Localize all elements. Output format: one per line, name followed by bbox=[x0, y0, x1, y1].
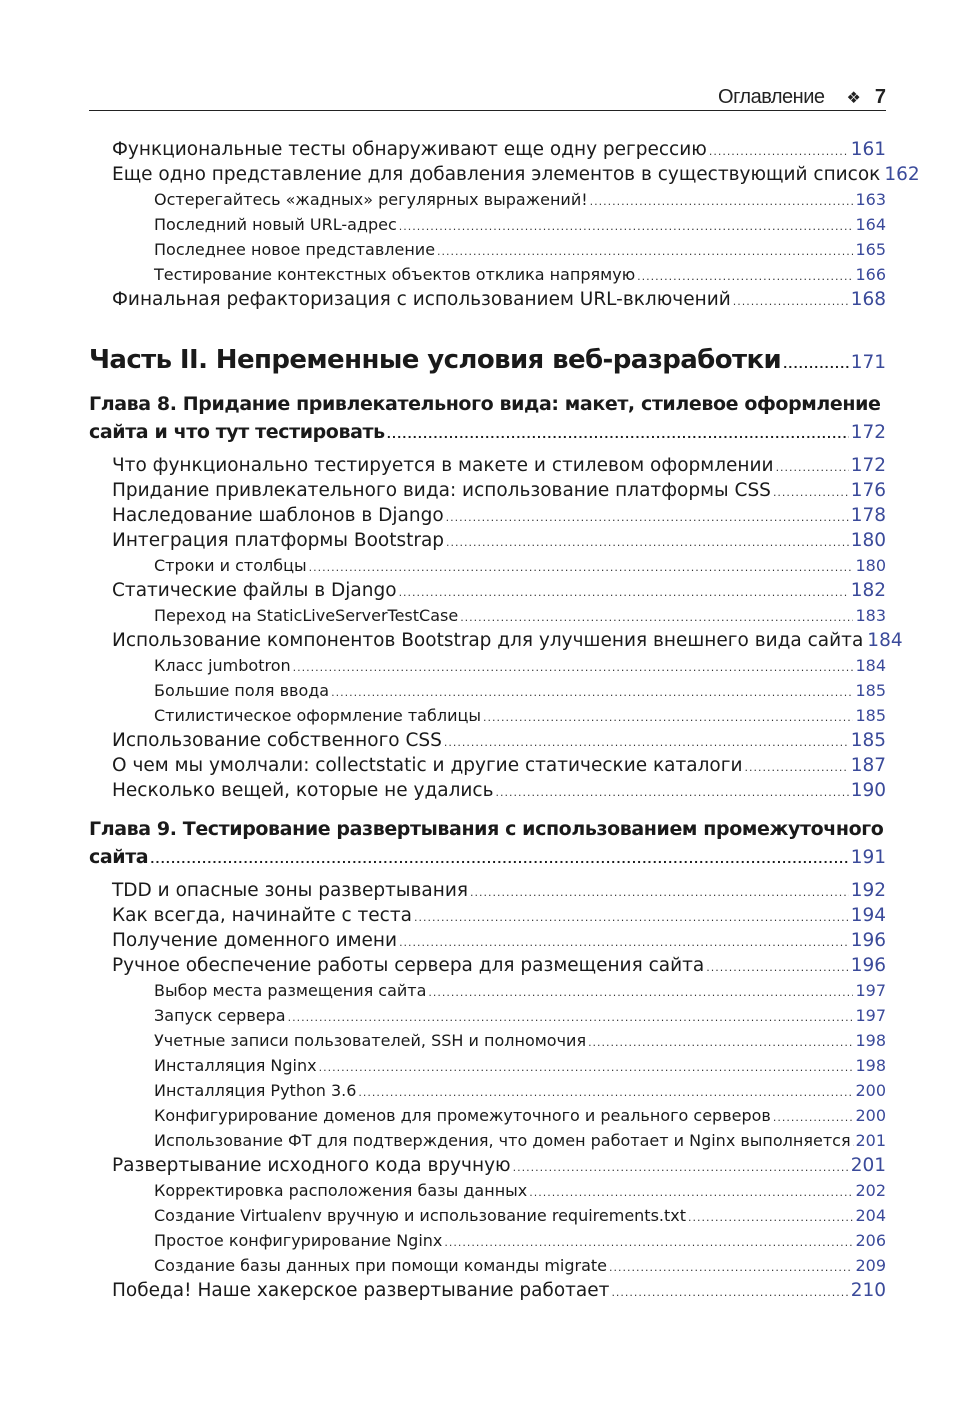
toc-entry-page: 198 bbox=[855, 1056, 886, 1075]
toc-entry-page: 180 bbox=[850, 530, 886, 551]
toc-entry-page: 183 bbox=[855, 606, 886, 625]
leader-dots bbox=[609, 1255, 853, 1280]
toc-entry[interactable] bbox=[89, 1128, 886, 1153]
toc-entry-title: Использование компонентов Bootstrap для улучшения внешнего вида сайта bbox=[112, 630, 864, 651]
leader-dots bbox=[309, 555, 854, 580]
toc-entry[interactable] bbox=[89, 928, 886, 953]
leader-dots bbox=[446, 530, 849, 555]
toc-entry[interactable] bbox=[89, 212, 886, 237]
toc-entry-title: Как всегда, начинайте с теста bbox=[112, 905, 412, 926]
toc-entry-title: Конфигурирование доменов для промежуточного и реального серверов bbox=[154, 1106, 771, 1125]
toc-entry[interactable] bbox=[89, 1228, 886, 1253]
toc-entry-title: Переход на StaticLiveServerTestCase bbox=[154, 606, 459, 625]
leader-dots bbox=[773, 1105, 854, 1130]
toc-entry-title: Простое конфигурирование Nginx bbox=[154, 1231, 443, 1250]
part-heading[interactable] bbox=[89, 340, 886, 380]
toc-entry-page: 161 bbox=[850, 139, 886, 160]
leader-dots bbox=[446, 505, 849, 530]
toc-entry[interactable] bbox=[89, 478, 886, 503]
toc-entry[interactable] bbox=[89, 678, 886, 703]
leader-dots bbox=[444, 1230, 853, 1255]
toc-entry[interactable] bbox=[89, 903, 886, 928]
leader-dots bbox=[637, 264, 853, 289]
toc-entry[interactable] bbox=[89, 137, 886, 162]
leader-dots bbox=[331, 680, 853, 705]
toc-entry-page: 163 bbox=[855, 190, 886, 209]
toc-entry-page: 185 bbox=[855, 681, 886, 700]
toc-entry-page: 197 bbox=[855, 1006, 886, 1025]
toc-entry-title: Последний новый URL-адрес bbox=[154, 215, 397, 234]
toc-entry[interactable] bbox=[89, 1078, 886, 1103]
leader-dots bbox=[387, 421, 849, 449]
toc-entry-title: Строки и столбцы bbox=[154, 556, 307, 575]
leader-dots bbox=[513, 1155, 849, 1180]
toc-entry[interactable] bbox=[89, 1028, 886, 1053]
leader-dots bbox=[444, 730, 849, 755]
toc-entry-page: 200 bbox=[855, 1106, 886, 1125]
table-of-contents bbox=[89, 137, 920, 1303]
toc-entry[interactable] bbox=[89, 187, 886, 212]
part-page: 171 bbox=[850, 352, 886, 373]
leader-dots bbox=[399, 580, 849, 605]
toc-entry[interactable] bbox=[89, 503, 886, 528]
toc-entry[interactable] bbox=[89, 778, 886, 803]
leader-dots bbox=[776, 455, 849, 480]
header-page-number: 7 bbox=[874, 85, 886, 108]
leader-dots bbox=[733, 289, 849, 314]
toc-entry-title: Стилистическое оформление таблицы bbox=[154, 706, 481, 725]
leader-dots bbox=[496, 780, 849, 805]
toc-entry[interactable] bbox=[89, 728, 886, 753]
toc-entry[interactable] bbox=[89, 1053, 886, 1078]
toc-entry-title: Ручное обеспечение работы сервера для размещения сайта bbox=[112, 955, 705, 976]
chapter-9-title-line1: Глава 9. Тестирование развертывания с использованием промежуточного bbox=[89, 818, 884, 840]
toc-entry[interactable] bbox=[89, 978, 886, 1003]
toc-entry-page: 206 bbox=[855, 1231, 886, 1250]
toc-entry[interactable] bbox=[89, 653, 886, 678]
toc-entry-page: 184 bbox=[867, 630, 903, 651]
toc-entry-title: Еще одно представление для добавления элементов в существующий список bbox=[112, 164, 881, 185]
leader-dots bbox=[529, 1180, 853, 1205]
toc-entry[interactable] bbox=[89, 1278, 886, 1303]
toc-entry[interactable] bbox=[89, 1003, 886, 1028]
toc-entry-page: 184 bbox=[855, 656, 886, 675]
toc-entry-title: Финальная рефакторизация с использованием URL-включений bbox=[112, 289, 731, 310]
leader-dots bbox=[688, 1205, 853, 1230]
leader-dots bbox=[709, 139, 849, 164]
toc-entry-title: Создание базы данных при помощи команды migrate bbox=[154, 1256, 608, 1275]
toc-entry-title: Большие поля ввода bbox=[154, 681, 330, 700]
toc-entry-page: 185 bbox=[850, 730, 886, 751]
chapter-9-title-line2: сайта bbox=[89, 846, 149, 868]
toc-entry-title: О чем мы умолчали: collectstatic и другие статические каталоги bbox=[112, 755, 743, 776]
toc-entry-title: Наследование шаблонов в Django bbox=[112, 505, 444, 526]
toc-entry-title: Функциональные тесты обнаруживают еще одну регрессию bbox=[112, 139, 707, 160]
chapter-9-page: 191 bbox=[850, 847, 886, 868]
leader-dots bbox=[150, 846, 848, 874]
leader-dots bbox=[706, 955, 848, 980]
toc-entry[interactable] bbox=[89, 262, 886, 287]
toc-entry-page: 185 bbox=[855, 706, 886, 725]
toc-entry-page: 202 bbox=[855, 1181, 886, 1200]
toc-entry-title: Остерегайтесь «жадных» регулярных выражений! bbox=[154, 190, 588, 209]
leader-dots bbox=[399, 930, 849, 955]
toc-entry-page: 164 bbox=[855, 215, 886, 234]
toc-entry-page: 197 bbox=[855, 981, 886, 1000]
toc-entry[interactable] bbox=[89, 878, 886, 903]
toc-entry-title: Корректировка расположения базы данных bbox=[154, 1181, 528, 1200]
top-entries bbox=[89, 137, 920, 312]
running-header bbox=[89, 84, 886, 111]
header-title: Оглавление bbox=[718, 85, 825, 108]
toc-entry-title: Тестирование контекстных объектов отклика напрямую bbox=[154, 265, 636, 284]
part-title: Часть II. Непременные условия веб-разработки bbox=[89, 345, 782, 375]
toc-entry-page: 209 bbox=[855, 1256, 886, 1275]
toc-entry[interactable] bbox=[89, 703, 886, 728]
toc-entry-title: Класс jumbotron bbox=[154, 656, 291, 675]
toc-entry[interactable] bbox=[89, 1203, 886, 1228]
toc-entry-title: Запуск сервера bbox=[154, 1006, 286, 1025]
toc-entry-title: Развертывание исходного кода вручную bbox=[112, 1155, 511, 1176]
toc-entry-title: Статические файлы в Django bbox=[112, 580, 397, 601]
toc-entry[interactable] bbox=[89, 237, 886, 262]
leader-dots bbox=[783, 345, 849, 385]
leader-dots bbox=[773, 480, 849, 505]
chapter-9-heading[interactable] bbox=[89, 815, 886, 874]
toc-entry-title: Последнее новое представление bbox=[154, 240, 436, 259]
toc-entry[interactable] bbox=[89, 578, 886, 603]
leader-dots bbox=[588, 1030, 853, 1055]
toc-entry[interactable] bbox=[89, 1253, 886, 1278]
toc-entry-page: 176 bbox=[850, 480, 886, 501]
leader-dots bbox=[414, 905, 849, 930]
toc-entry[interactable] bbox=[89, 953, 886, 978]
toc-entry[interactable] bbox=[89, 1178, 886, 1203]
leader-dots bbox=[358, 1080, 853, 1105]
toc-entry-title: Использование собственного CSS bbox=[112, 730, 442, 751]
toc-entry-page: 165 bbox=[855, 240, 886, 259]
leader-dots bbox=[611, 1280, 848, 1305]
toc-entry-page: 162 bbox=[884, 164, 920, 185]
toc-entry-page: 198 bbox=[855, 1031, 886, 1050]
toc-entry-title: Выбор места размещения сайта bbox=[154, 981, 427, 1000]
toc-entry[interactable] bbox=[89, 628, 903, 653]
leader-dots bbox=[288, 1005, 854, 1030]
toc-entry-page: 196 bbox=[850, 955, 886, 976]
toc-entry-page: 194 bbox=[850, 905, 886, 926]
toc-entry[interactable] bbox=[89, 603, 886, 628]
toc-entry-page: 204 bbox=[855, 1206, 886, 1225]
chapter-8-entries bbox=[89, 453, 903, 803]
toc-entry-title: Придание привлекательного вида: использование платформы CSS bbox=[112, 480, 771, 501]
toc-entry-page: 190 bbox=[850, 780, 886, 801]
toc-entry-title: Создание Virtualenv вручную и использование requirements.txt bbox=[154, 1206, 687, 1225]
toc-entry-title: Что функционально тестируется в макете и стилевом оформлении bbox=[112, 455, 774, 476]
toc-entry-title: Инсталляция Python 3.6 bbox=[154, 1081, 357, 1100]
toc-entry[interactable] bbox=[89, 553, 886, 578]
toc-entry-page: 210 bbox=[850, 1280, 886, 1301]
leader-dots bbox=[293, 655, 854, 680]
toc-entry-page: 168 bbox=[850, 289, 886, 310]
toc-entry-title: Интеграция платформы Bootstrap bbox=[112, 530, 445, 551]
toc-entry-title: Победа! Наше хакерское развертывание работает bbox=[112, 1280, 610, 1301]
toc-entry-title: Инсталляция Nginx bbox=[154, 1056, 317, 1075]
toc-entry-page: 166 bbox=[855, 265, 886, 284]
leader-dots bbox=[853, 1130, 854, 1155]
toc-entry-title: Учетные записи пользователей, SSH и полномочия bbox=[154, 1031, 587, 1050]
toc-entry-title: Получение доменного имени bbox=[112, 930, 398, 951]
toc-entry[interactable] bbox=[89, 1103, 886, 1128]
toc-entry-page: 192 bbox=[850, 880, 886, 901]
toc-entry[interactable] bbox=[89, 1153, 886, 1178]
ornament-icon: ❖ bbox=[846, 87, 861, 107]
chapter-8-page: 172 bbox=[850, 422, 886, 443]
toc-entry-page: 196 bbox=[850, 930, 886, 951]
toc-entry-page: 187 bbox=[850, 755, 886, 776]
leader-dots bbox=[428, 980, 853, 1005]
toc-entry[interactable] bbox=[89, 528, 886, 553]
toc-entry-page: 201 bbox=[855, 1131, 886, 1150]
chapter-8-heading[interactable] bbox=[89, 390, 886, 449]
leader-dots bbox=[319, 1055, 854, 1080]
leader-dots bbox=[590, 189, 854, 214]
toc-entry-title: Несколько вещей, которые не удались bbox=[112, 780, 494, 801]
leader-dots bbox=[460, 605, 853, 630]
toc-entry-page: 201 bbox=[850, 1155, 886, 1176]
toc-entry[interactable] bbox=[89, 453, 886, 478]
leader-dots bbox=[470, 880, 849, 905]
leader-dots bbox=[483, 705, 853, 730]
leader-dots bbox=[745, 755, 849, 780]
toc-entry[interactable] bbox=[89, 753, 886, 778]
toc-entry[interactable] bbox=[89, 162, 920, 187]
toc-entry[interactable] bbox=[89, 287, 886, 312]
leader-dots bbox=[399, 214, 854, 239]
chapter-8-title-line2: сайта и что тут тестировать bbox=[89, 421, 385, 443]
chapter-9-entries bbox=[89, 878, 886, 1303]
chapter-8-title-line1: Глава 8. Придание привлекательного вида: макет, стилевое оформление bbox=[89, 393, 881, 415]
leader-dots bbox=[437, 239, 853, 264]
toc-entry-page: 178 bbox=[850, 505, 886, 526]
toc-entry-title: TDD и опасные зоны развертывания bbox=[112, 880, 469, 901]
toc-entry-page: 172 bbox=[850, 455, 886, 476]
toc-entry-page: 200 bbox=[855, 1081, 886, 1100]
toc-entry-page: 182 bbox=[850, 580, 886, 601]
toc-entry-page: 180 bbox=[855, 556, 886, 575]
toc-entry-title: Использование ФТ для подтверждения, что домен работает и Nginx выполняется bbox=[154, 1131, 851, 1150]
